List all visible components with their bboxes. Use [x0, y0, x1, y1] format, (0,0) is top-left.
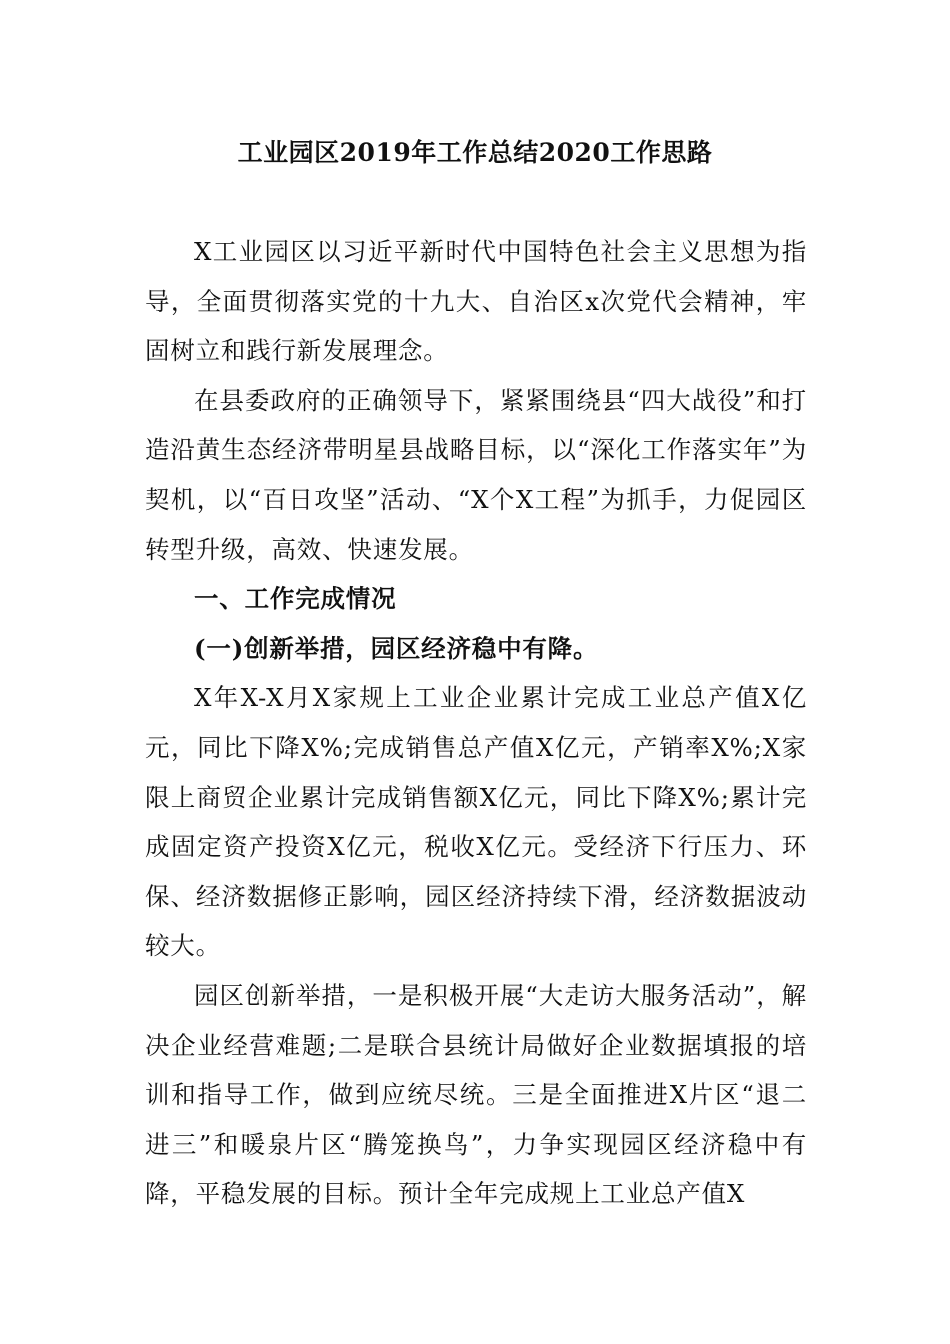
document-title: 工业园区2019年工作总结2020工作思路 — [237, 138, 713, 167]
economic-data-paragraph: X年X-X月X家规上工业企业累计完成工业总产值X亿元，同比下降X%;完成销售总产值X亿元，产销率X%;X家限上商贸企业累计完成销售额X亿元，同比下降X%;累计完成固定资产投资X亿元，税收X亿元。受经济下行压力、环保、经济数据修正影响，园区经济持续下滑，经济数据波动较大。 — [145, 683, 807, 961]
measures-paragraph: 园区创新举措，一是积极开展“大走访大服务活动”，解决企业经营难题;二是联合县统计局做好企业数据填报的培训和指导工作，做到应统尽统。三是全面推进X片区“退二进三”和暖泉片区“腾笼换鸟”，力争实现园区经济稳中有降，平稳发展的目标。预计全年完成规上工业总产值X — [145, 980, 807, 1209]
section-heading: 一、工作完成情况 — [194, 584, 397, 614]
intro-paragraph: X工业园区以习近平新时代中国特色社会主义思想为指导，全面贯彻落实党的十九大、自治区x次党代会精神，牢固树立和践行新发展理念。 — [145, 237, 807, 366]
document-body — [145, 227, 807, 1219]
subsection-heading: (一)创新举措，园区经济稳中有降。 — [194, 633, 599, 663]
context-paragraph: 在县委政府的正确领导下，紧紧围绕县“四大战役”和打造沿黄生态经济带明星县战略目标，以“深化工作落实年”为契机，以“百日攻坚”活动、“X个X工程”为抓手，力促园区转型升级，高效、快速发展。 — [145, 385, 807, 564]
